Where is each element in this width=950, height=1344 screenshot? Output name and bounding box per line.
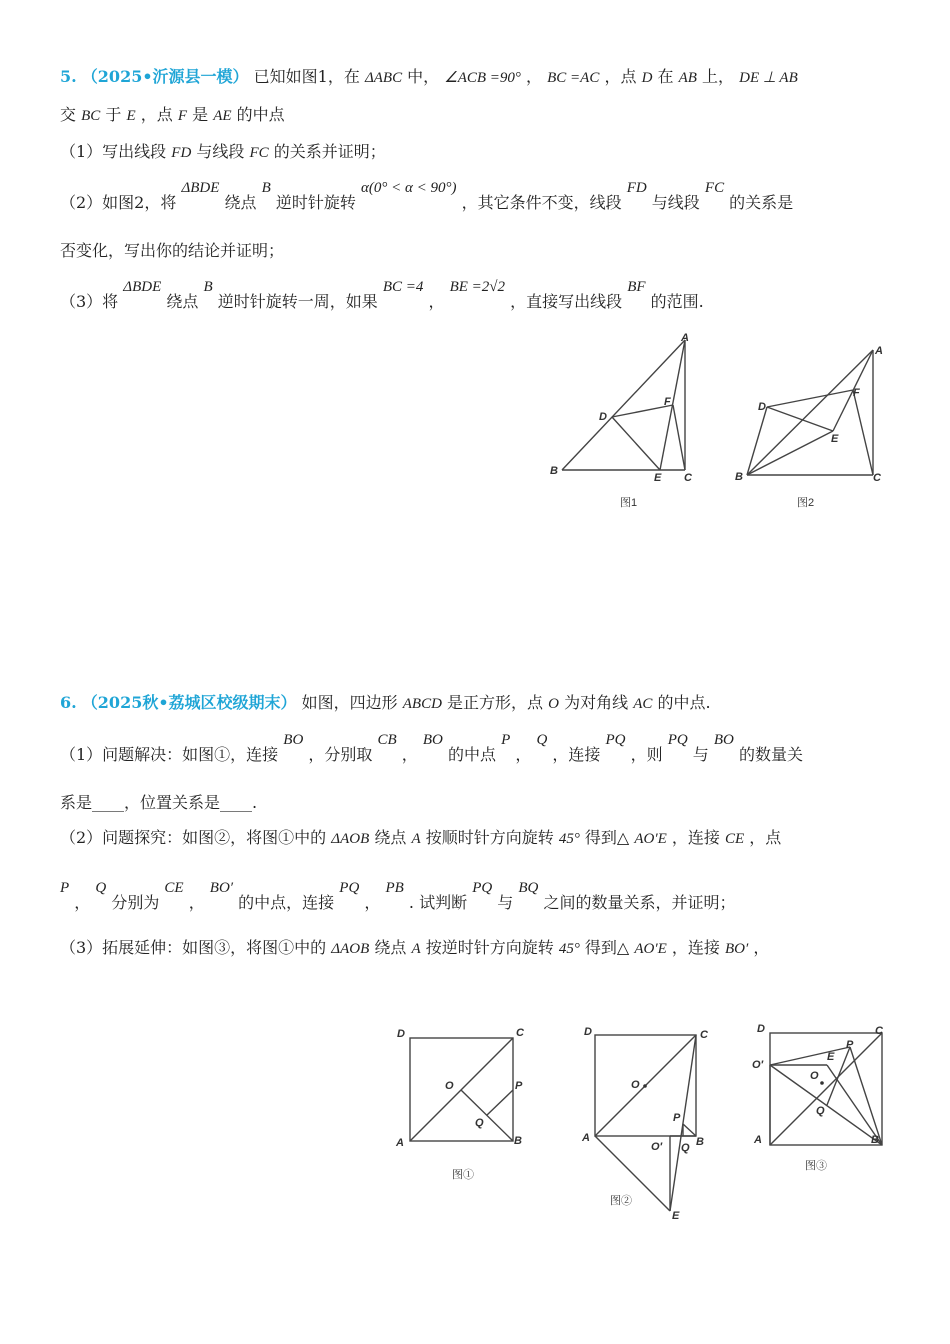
q5-text: 的关系并证明；: [273, 142, 386, 161]
q6-text: ，: [364, 893, 381, 912]
q6-math: A: [411, 831, 421, 847]
figure-caption: 图③: [805, 1160, 827, 1172]
q6-text: ，: [188, 893, 205, 912]
q5-text: （2）如图2，将: [60, 193, 177, 212]
q6-text: 按逆时针方向旋转: [425, 938, 554, 957]
q6-math: PB: [385, 880, 404, 896]
q5-math: ΔBDE: [123, 279, 162, 295]
q6-text: （3）拓展延伸：如图③，将图①中的: [60, 938, 327, 957]
q6-math: PQ: [472, 880, 493, 896]
q6-number: 6.: [60, 693, 77, 712]
q6-part-1-cont: [60, 790, 257, 813]
q6-math: PQ: [339, 880, 360, 896]
q6-math: CE: [164, 880, 184, 896]
q5-text: 绕点: [224, 193, 257, 212]
q6-text: 系是____，位置关系是____.: [60, 793, 258, 812]
q6-math: ABCD: [402, 696, 442, 712]
fig-label-A: A: [754, 1134, 762, 1146]
fig-label-O: O: [445, 1080, 454, 1092]
q6-text: 得到△: [584, 828, 630, 847]
fig-label-B: B: [550, 465, 558, 477]
q6-math: 45°: [558, 941, 580, 957]
q6-text: ，分别取: [308, 745, 373, 764]
q6-math: AC: [633, 696, 653, 712]
q6-text: 是正方形，点: [447, 693, 544, 712]
q5-text: 是: [192, 105, 209, 124]
q5-line-1: [60, 64, 798, 87]
fig-label-D: D: [757, 1023, 765, 1035]
q6-part-2-cont: [60, 880, 736, 913]
q6-text: 为对角线: [564, 693, 629, 712]
q5-line-2: [60, 102, 285, 125]
q5-math: AE: [213, 108, 232, 124]
fig-label-Q: Q: [681, 1142, 690, 1154]
q6-figure-3: [750, 1015, 900, 1185]
q5-math: ∠ACB =90°: [444, 70, 521, 86]
q6-math: AO′E: [634, 941, 667, 957]
figure-caption: 图①: [452, 1169, 474, 1181]
q5-math: ΔABC: [364, 70, 403, 86]
q6-math: 45°: [558, 831, 580, 847]
fig-label-D: D: [584, 1026, 592, 1038]
q6-math: BO′: [209, 880, 234, 896]
fig-label-B: B: [871, 1134, 879, 1146]
q6-math: Q: [536, 732, 548, 748]
q5-text: 的关系是: [729, 193, 794, 212]
q6-text: 的中点，连接: [238, 893, 335, 912]
q5-text: ，点: [604, 67, 637, 86]
q6-text: ，: [515, 745, 532, 764]
q6-text: 分别为: [111, 893, 160, 912]
q6-math: P: [60, 880, 70, 896]
q6-text: （1）问题解决：如图①，连接: [60, 745, 279, 764]
q6-math: BO: [422, 732, 443, 748]
fig-label-A: A: [396, 1137, 404, 1149]
fig-label-A: A: [582, 1132, 590, 1144]
fig-label-Q: Q: [816, 1105, 825, 1117]
fig-label-F: F: [664, 396, 671, 408]
q5-text: 上，: [702, 67, 735, 86]
q6-text: 按顺时针方向旋转: [425, 828, 554, 847]
fig-label-E: E: [827, 1051, 835, 1063]
q5-math: FC: [704, 180, 725, 196]
q6-math: BO′: [724, 941, 749, 957]
q6-part-1: [60, 732, 803, 765]
fig-label-Q: Q: [475, 1117, 484, 1129]
fig-label-B: B: [696, 1136, 704, 1148]
q5-text: 与线段: [651, 193, 700, 212]
q6-text: ，连接: [671, 828, 720, 847]
figure-caption: 图②: [610, 1195, 632, 1207]
q5-math: FC: [249, 145, 269, 161]
q5-text: 已知如图1，在: [253, 67, 360, 86]
q6-math: PQ: [667, 732, 688, 748]
q6-text: ，则: [630, 745, 663, 764]
q6-text: 与: [497, 893, 514, 912]
fig-label-D: D: [599, 411, 607, 423]
q6-math: BQ: [518, 880, 539, 896]
figure-caption: 图2: [797, 497, 815, 509]
q6-text: 的数量关: [738, 745, 803, 764]
q6-text: ，点: [749, 828, 782, 847]
q5-part-1: [60, 139, 386, 162]
q5-text: ，点: [140, 105, 173, 124]
q5-text: ，: [428, 292, 445, 311]
q6-text: 得到△: [584, 938, 630, 957]
q6-source: （2025秋•荔城区校级期末）: [81, 693, 297, 712]
q5-figure-2: [725, 330, 895, 520]
q6-math: A: [411, 941, 421, 957]
q5-number: 5.: [60, 67, 77, 86]
q6-text: . 试判断: [408, 893, 468, 912]
fig-label-B: B: [735, 471, 743, 483]
q6-part-2: [60, 825, 781, 848]
fig-label-O: O: [631, 1079, 640, 1091]
q6-text: 的中点.: [657, 693, 711, 712]
fig-label-C: C: [875, 1025, 883, 1037]
fig-label-E: E: [654, 472, 662, 484]
q6-text: 的中点: [447, 745, 496, 764]
fig-label-E: E: [831, 433, 839, 445]
fig-label-O-prime: O′: [752, 1059, 764, 1071]
q5-math: FD: [171, 145, 192, 161]
fig-label-P: P: [515, 1080, 523, 1092]
q5-math: D: [641, 70, 653, 86]
q5-text: 交: [60, 105, 77, 124]
q5-math: F: [177, 108, 188, 124]
q6-math: BO: [713, 732, 734, 748]
q5-math: FD: [626, 180, 647, 196]
q5-text: 在: [657, 67, 674, 86]
fig-label-D: D: [397, 1028, 405, 1040]
q6-text: 如图，四边形: [301, 693, 398, 712]
q5-source: （2025•沂源县一模）: [81, 67, 249, 86]
q5-math: BE =2√2: [449, 279, 506, 295]
q5-text: 逆时针旋转一周，如果: [217, 292, 378, 311]
q6-math: CE: [724, 831, 745, 847]
fig-label-F: F: [853, 387, 860, 399]
fig-label-C: C: [700, 1029, 708, 1041]
fig-label-C: C: [516, 1027, 524, 1039]
q5-math: B: [203, 279, 213, 295]
fig-label-C: C: [684, 472, 692, 484]
q5-text: 绕点: [166, 292, 199, 311]
q6-math: ΔAOB: [331, 831, 370, 847]
q6-text: ，连接: [671, 938, 720, 957]
q5-text: ，: [526, 67, 543, 86]
fig-label-A: A: [681, 332, 689, 344]
q6-math: ΔAOB: [331, 941, 370, 957]
q5-text: 的中点: [236, 105, 285, 124]
q5-math: B: [261, 180, 271, 196]
fig-label-B: B: [514, 1135, 522, 1147]
fig-label-P: P: [673, 1112, 681, 1124]
q6-text: ，连接: [552, 745, 601, 764]
q5-math: AB: [678, 70, 697, 86]
q6-math: CB: [377, 732, 397, 748]
q5-math: E: [126, 108, 136, 124]
q6-math: O: [548, 696, 559, 712]
q6-part-3: [60, 935, 769, 958]
fig-label-O-prime: O′: [651, 1141, 663, 1153]
fig-label-P: P: [846, 1039, 854, 1051]
q6-line-1: [60, 690, 711, 713]
q5-text: 中，: [407, 67, 440, 86]
q6-figure-2: [575, 1020, 725, 1230]
q6-text: 绕点: [374, 828, 407, 847]
q5-math: α(0° < α < 90°): [361, 180, 457, 196]
q6-text: ，: [401, 745, 418, 764]
fig-label-C: C: [873, 472, 881, 484]
q6-math: BO: [283, 732, 304, 748]
q6-figure-1: [390, 1020, 540, 1190]
q5-text: 的范围.: [650, 292, 704, 311]
q5-math: ΔBDE: [181, 180, 220, 196]
q5-figure-1: [540, 330, 710, 520]
q5-math: BC =4: [382, 279, 424, 295]
q5-text: 否变化，写出你的结论并证明；: [60, 241, 285, 260]
q5-part-2-cont: [60, 238, 284, 261]
q5-math: BC =AC: [547, 70, 600, 86]
q6-text: ，: [74, 893, 91, 912]
q6-text: （2）问题探究：如图②，将图①中的: [60, 828, 327, 847]
q6-text: ，: [753, 938, 770, 957]
q5-math: BC: [81, 108, 101, 124]
q5-part-2: [60, 180, 794, 213]
q5-math: DE ⊥ AB: [739, 70, 798, 86]
q5-text: ，其它条件不变，线段: [461, 193, 622, 212]
q6-text: 绕点: [374, 938, 407, 957]
q5-text: 逆时针旋转: [275, 193, 356, 212]
q5-text: ，直接写出线段: [510, 292, 623, 311]
q5-text: （1）写出线段: [60, 142, 167, 161]
q6-text: 之间的数量关系，并证明；: [543, 893, 736, 912]
fig-label-E: E: [672, 1210, 680, 1222]
q6-math: P: [501, 732, 511, 748]
fig-label-O: O: [810, 1070, 819, 1082]
q5-part-3: [60, 279, 704, 312]
q6-math: PQ: [605, 732, 626, 748]
q6-math: AO′E: [634, 831, 667, 847]
fig-label-D: D: [758, 401, 766, 413]
q5-text: （3）将: [60, 292, 119, 311]
q6-math: Q: [95, 880, 107, 896]
q6-text: 与: [692, 745, 709, 764]
q5-math: BF: [627, 279, 646, 295]
fig-label-A: A: [875, 345, 883, 357]
figure-caption: 图1: [620, 497, 638, 509]
q5-text: 与线段: [196, 142, 245, 161]
q5-text: 于: [105, 105, 122, 124]
